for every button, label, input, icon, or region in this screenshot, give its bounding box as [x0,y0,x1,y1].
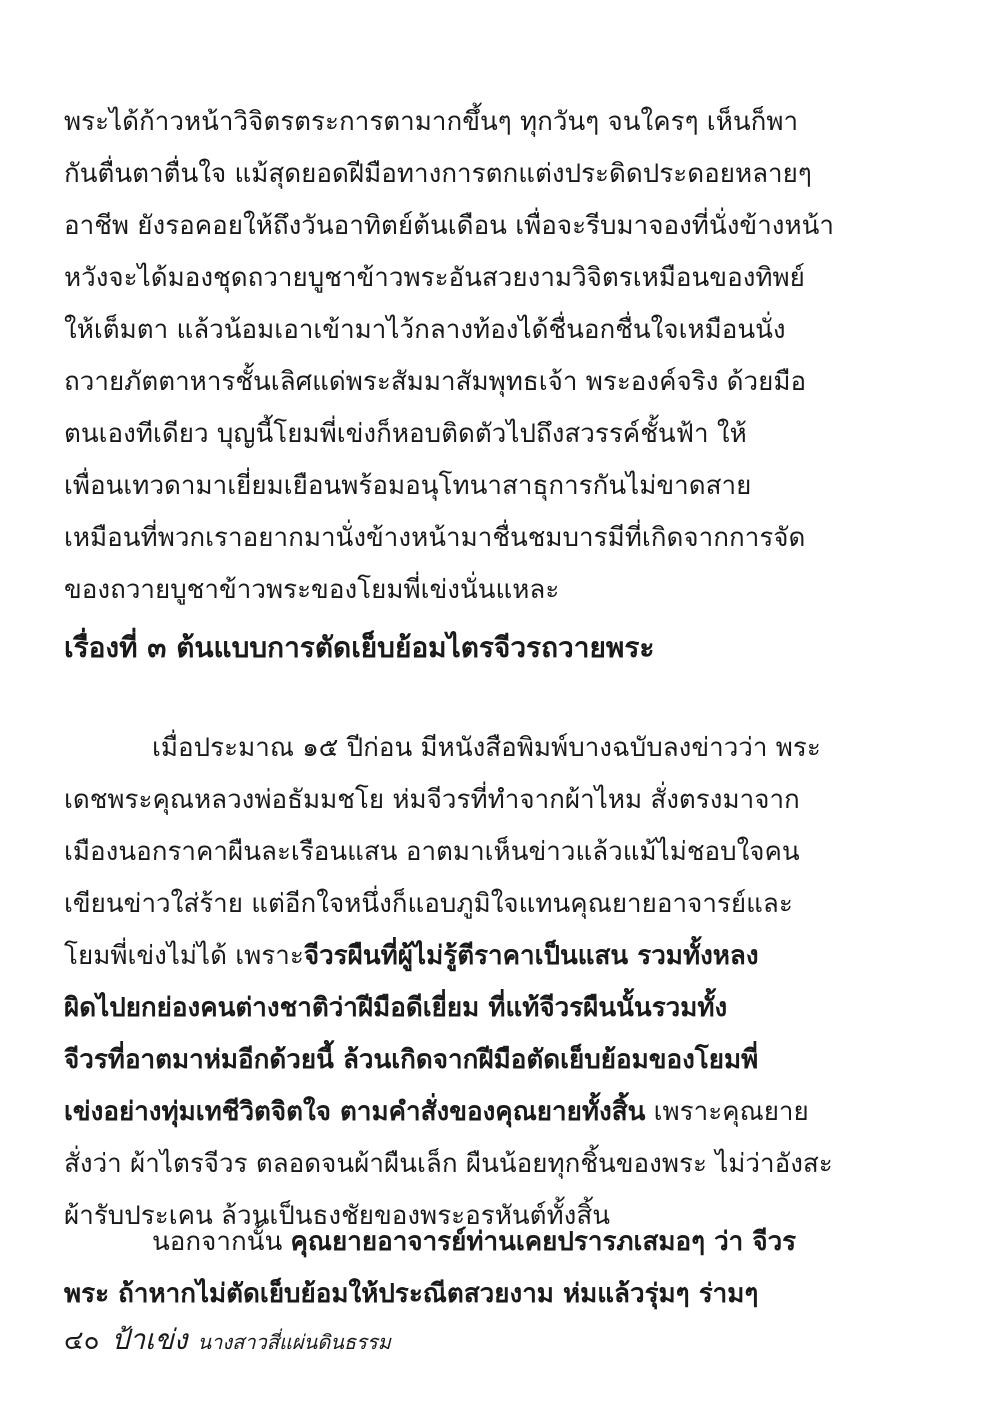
para2-line-3: เมืองนอกราคาผืนละเรือนแสน อาตมาเห็นข่าวแล้วแม้ไม่ชอบใจคน [64,837,800,867]
section-heading: เรื่องที่ ๓ ต้นแบบการตัดเย็บย้อมไตรจีวรถวายพระ [64,631,655,664]
para1-line-6: ถวายภัตตาหารชั้นเลิศแด่พระสัมมาสัมพุทธเจ้า พระองค์จริง ด้วยมือ [64,367,807,397]
para2-line-8-plain: เพราะคุณยาย [645,1097,809,1127]
para1-line-2: กันตื่นตาตื่นใจ แม้สุดยอดฝีมือทางการตกแต่งประดิดประดอยหลายๆ [64,159,812,189]
para3-line-1-plain: นอกจากนั้น [152,1227,291,1257]
para1-line-8: เพื่อนเทวดามาเยี่ยมเยือนพร้อมอนุโทนาสาธุการกันไม่ขาดสาย [64,471,752,501]
book-subtitle: นางสาวสี่แผ่นดินธรรม [197,1330,391,1354]
page-footer [64,1320,391,1362]
para2-line-2: เดชพระคุณหลวงพ่อธัมมชโย ห่มจีวรที่ทำจากผ้าไหม สั่งตรงมาจาก [64,785,800,815]
para3-line-1 [64,1216,854,1268]
para1-line-4: หวังจะได้มองชุดถวายบูชาข้าวพระอันสวยงามวิจิตรเหมือนของทิพย์ [64,263,805,293]
para1-line-10: ของถวายบูชาข้าวพระของโยมพี่เข่งนั่นแหละ [64,575,560,605]
para1-line-1: พระได้ก้าวหน้าวิจิตรตระการตามากขึ้นๆ ทุกวันๆ จนใครๆ เห็นก็พา [64,107,799,137]
page-number: ๔๐ [64,1326,100,1356]
para2-line-4: เขียนข่าวใส่ร้าย แต่อีกใจหนึ่งก็แอบภูมิใจแทนคุณยายอาจารย์และ [64,889,793,919]
para1-line-3: อาชีพ ยังรอคอยให้ถึงวันอาทิตย์ต้นเดือน เพื่อจะรีบมาจองที่นั่งข้างหน้า [64,211,834,241]
para2-line-5-bold: จีวรผืนที่ผู้ไม่รู้ตีราคาเป็นแสน รวมทั้งหลง [303,941,759,971]
para1-line-5: ให้เต็มตา แล้วน้อมเอาเข้ามาไว้กลางท้องได้ชื่นอกชื่นใจเหมือนนั่ง [64,315,786,345]
para1-line-9: เหมือนที่พวกเราอยากมานั่งข้างหน้ามาชื่นชมบารมีที่เกิดจากการจัด [64,523,806,553]
para2-line-9: สั่งว่า ผ้าไตรจีวร ตลอดจนผ้าผืนเล็ก ผืนน้อยทุกชิ้นของพระ ไม่ว่าอังสะ [64,1149,833,1179]
book-title: ป้าเข่ง [111,1323,188,1356]
para2-line-8-bold: เข่งอย่างทุ่มเทชีวิตจิตใจ ตามคำสั่งของคุณยายทั้งสิ้น [64,1097,646,1127]
para2-line-1: เมื่อประมาณ ๑๕ ปีก่อน มีหนังสือพิมพ์บางฉบับลงข่าวว่า พระ [152,733,821,763]
para1-line-7: ตนเองทีเดียว บุญนี้โยมพี่เข่งก็หอบติดตัวไปถึงสวรรค์ชั้นฟ้า ให้ [64,419,747,449]
para2-line-10: ผ้ารับประเคน ล้วนเป็นธงชัยของพระอรหันต์ทั้งสิ้น [64,1201,610,1231]
para2-line-6: ผิดไปยกย่องคนต่างชาติว่าฝีมือดีเยี่ยม ที่แท้จีวรผืนนั้นรวมทั้ง [64,993,728,1023]
para2-line-5-plain: โยมพี่เข่งไม่ได้ เพราะ [64,941,304,971]
para3-line-2: พระ ถ้าหากไม่ตัดเย็บย้อมให้ประณีตสวยงาม ห่มแล้วรุ่มๆ ร่ามๆ [64,1279,759,1309]
para2-line-8 [64,1086,854,1138]
para3-line-1-bold: คุณยายอาจารย์ท่านเคยปรารภเสมอๆ ว่า จีวร [290,1227,797,1257]
para2-line-5 [64,930,854,982]
para2-line-7: จีวรที่อาตมาห่มอีกด้วยนี้ ล้วนเกิดจากฝีมือตัดเย็บย้อมของโยมพี่ [64,1045,759,1075]
